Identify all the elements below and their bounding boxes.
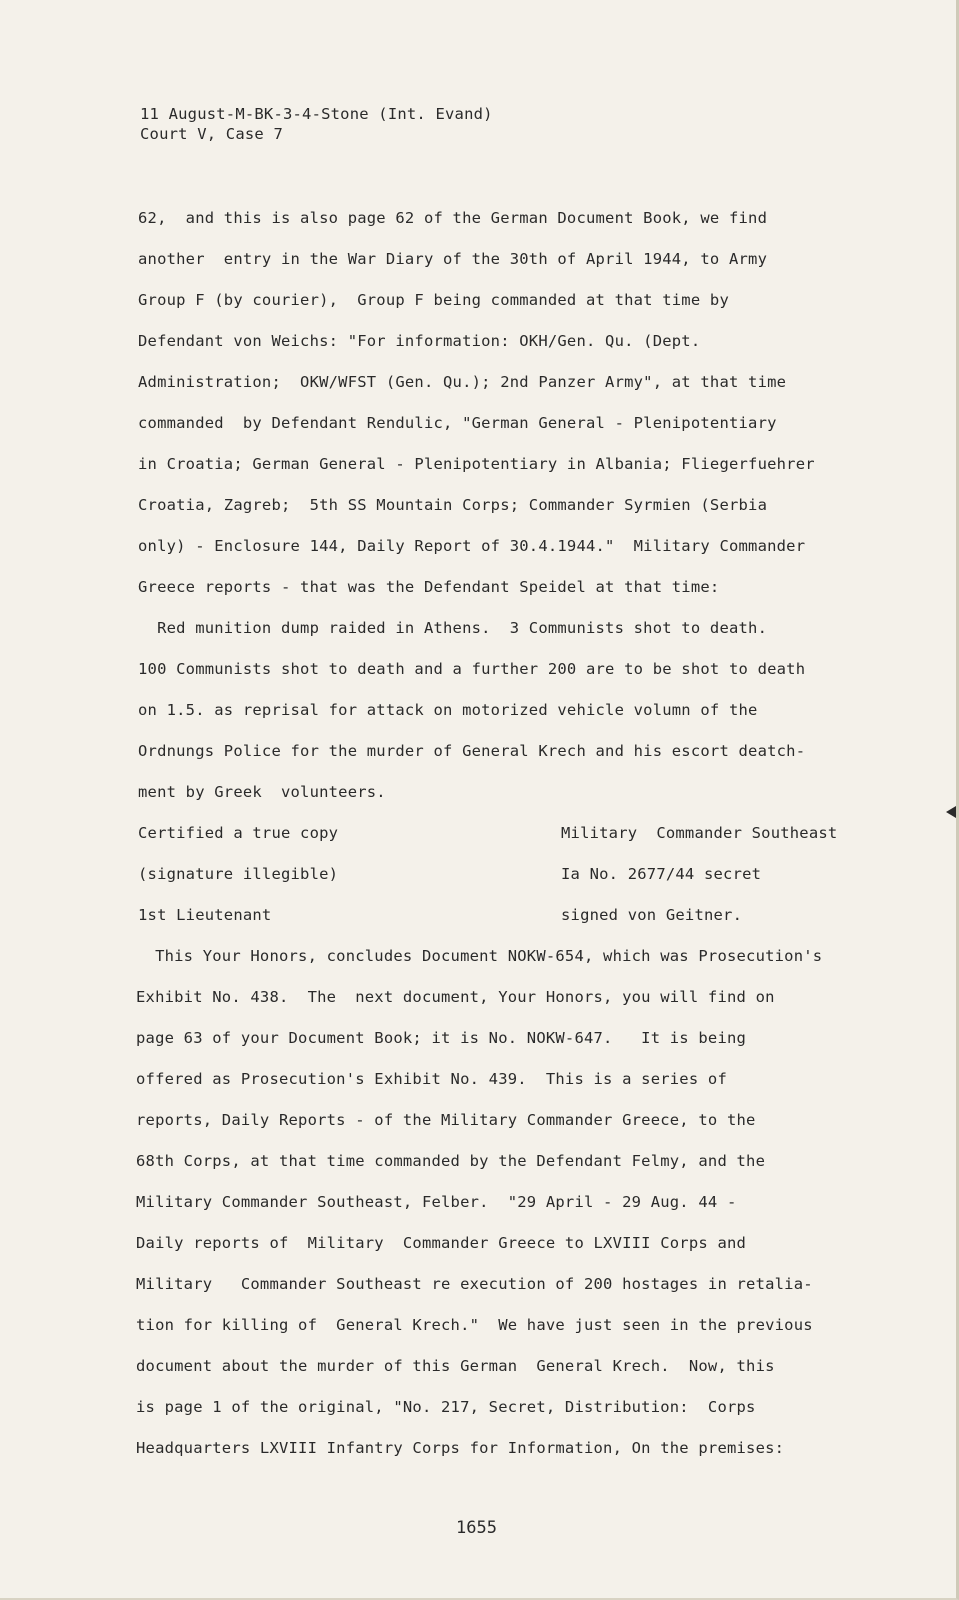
sender-line: Ia No. 2677/44 secret	[561, 865, 762, 883]
body-line: offered as Prosecution's Exhibit No. 439. This is a series of	[136, 1070, 727, 1088]
body-line: Daily reports of Military Commander Greece to LXVIII Corps and	[136, 1234, 747, 1252]
body-line: Administration; OKW/WFST (Gen. Qu.); 2nd Panzer Army", at that time	[138, 373, 787, 391]
body-line: commanded by Defendant Rendulic, "German General - Plenipotentiary	[138, 414, 777, 432]
certification-line: (signature illegible)	[138, 865, 339, 883]
body-line: Red munition dump raided in Athens. 3 Communists shot to death.	[138, 619, 768, 637]
body-line: 62, and this is also page 62 of the German Document Book, we find	[138, 209, 768, 227]
body-line: Headquarters LXVIII Infantry Corps for Information, On the premises:	[136, 1439, 785, 1457]
body-line: Defendant von Weichs: "For information: OKH/Gen. Qu. (Dept.	[138, 332, 701, 350]
body-line: ment by Greek volunteers.	[138, 783, 386, 801]
body-line: reports, Daily Reports - of the Military Commander Greece, to the	[136, 1111, 756, 1129]
body-line: Military Commander Southeast, Felber. "29 April - 29 Aug. 44 -	[136, 1193, 737, 1211]
page-number: 1655	[456, 1518, 497, 1538]
body-line: 100 Communists shot to death and a further 200 are to be shot to death	[138, 660, 806, 678]
body-line: tion for killing of General Krech." We have just seen in the previous	[136, 1316, 813, 1334]
body-line: another entry in the War Diary of the 30th of April 1944, to Army	[138, 250, 768, 268]
body-line: Military Commander Southeast re execution of 200 hostages in retalia-	[136, 1275, 813, 1293]
body-line: on 1.5. as reprisal for attack on motorized vehicle volumn of the	[138, 701, 758, 719]
sender-line: Military Commander Southeast	[561, 824, 838, 842]
binding-tab-mark	[946, 806, 956, 818]
sender-line: signed von Geitner.	[561, 906, 743, 924]
body-line: is page 1 of the original, "No. 217, Secret, Distribution: Corps	[136, 1398, 756, 1416]
body-line: 68th Corps, at that time commanded by the Defendant Felmy, and the	[136, 1152, 766, 1170]
body-line: only) - Enclosure 144, Daily Report of 30.4.1944." Military Commander	[138, 537, 806, 555]
body-line: Group F (by courier), Group F being commanded at that time by	[138, 291, 729, 309]
header-line-1: 11 August-M-BK-3-4-Stone (Int. Evand)	[140, 105, 493, 123]
body-line: Croatia, Zagreb; 5th SS Mountain Corps; Commander Syrmien (Serbia	[138, 496, 768, 514]
body-line: Greece reports - that was the Defendant Speidel at that time:	[138, 578, 720, 596]
body-line: page 63 of your Document Book; it is No. NOKW-647. It is being	[136, 1029, 747, 1047]
header-line-2: Court V, Case 7	[140, 125, 283, 143]
body-line: This Your Honors, concludes Document NOKW-654, which was Prosecution's	[136, 947, 823, 965]
body-line: Exhibit No. 438. The next document, Your Honors, you will find on	[136, 988, 775, 1006]
body-line: Ordnungs Police for the murder of General Krech and his escort deatch-	[138, 742, 806, 760]
certification-line: Certified a true copy	[138, 824, 339, 842]
body-line: in Croatia; German General - Plenipotentiary in Albania; Fliegerfuehrer	[138, 455, 815, 473]
certification-line: 1st Lieutenant	[138, 906, 272, 924]
body-line: document about the murder of this German General Krech. Now, this	[136, 1357, 775, 1375]
